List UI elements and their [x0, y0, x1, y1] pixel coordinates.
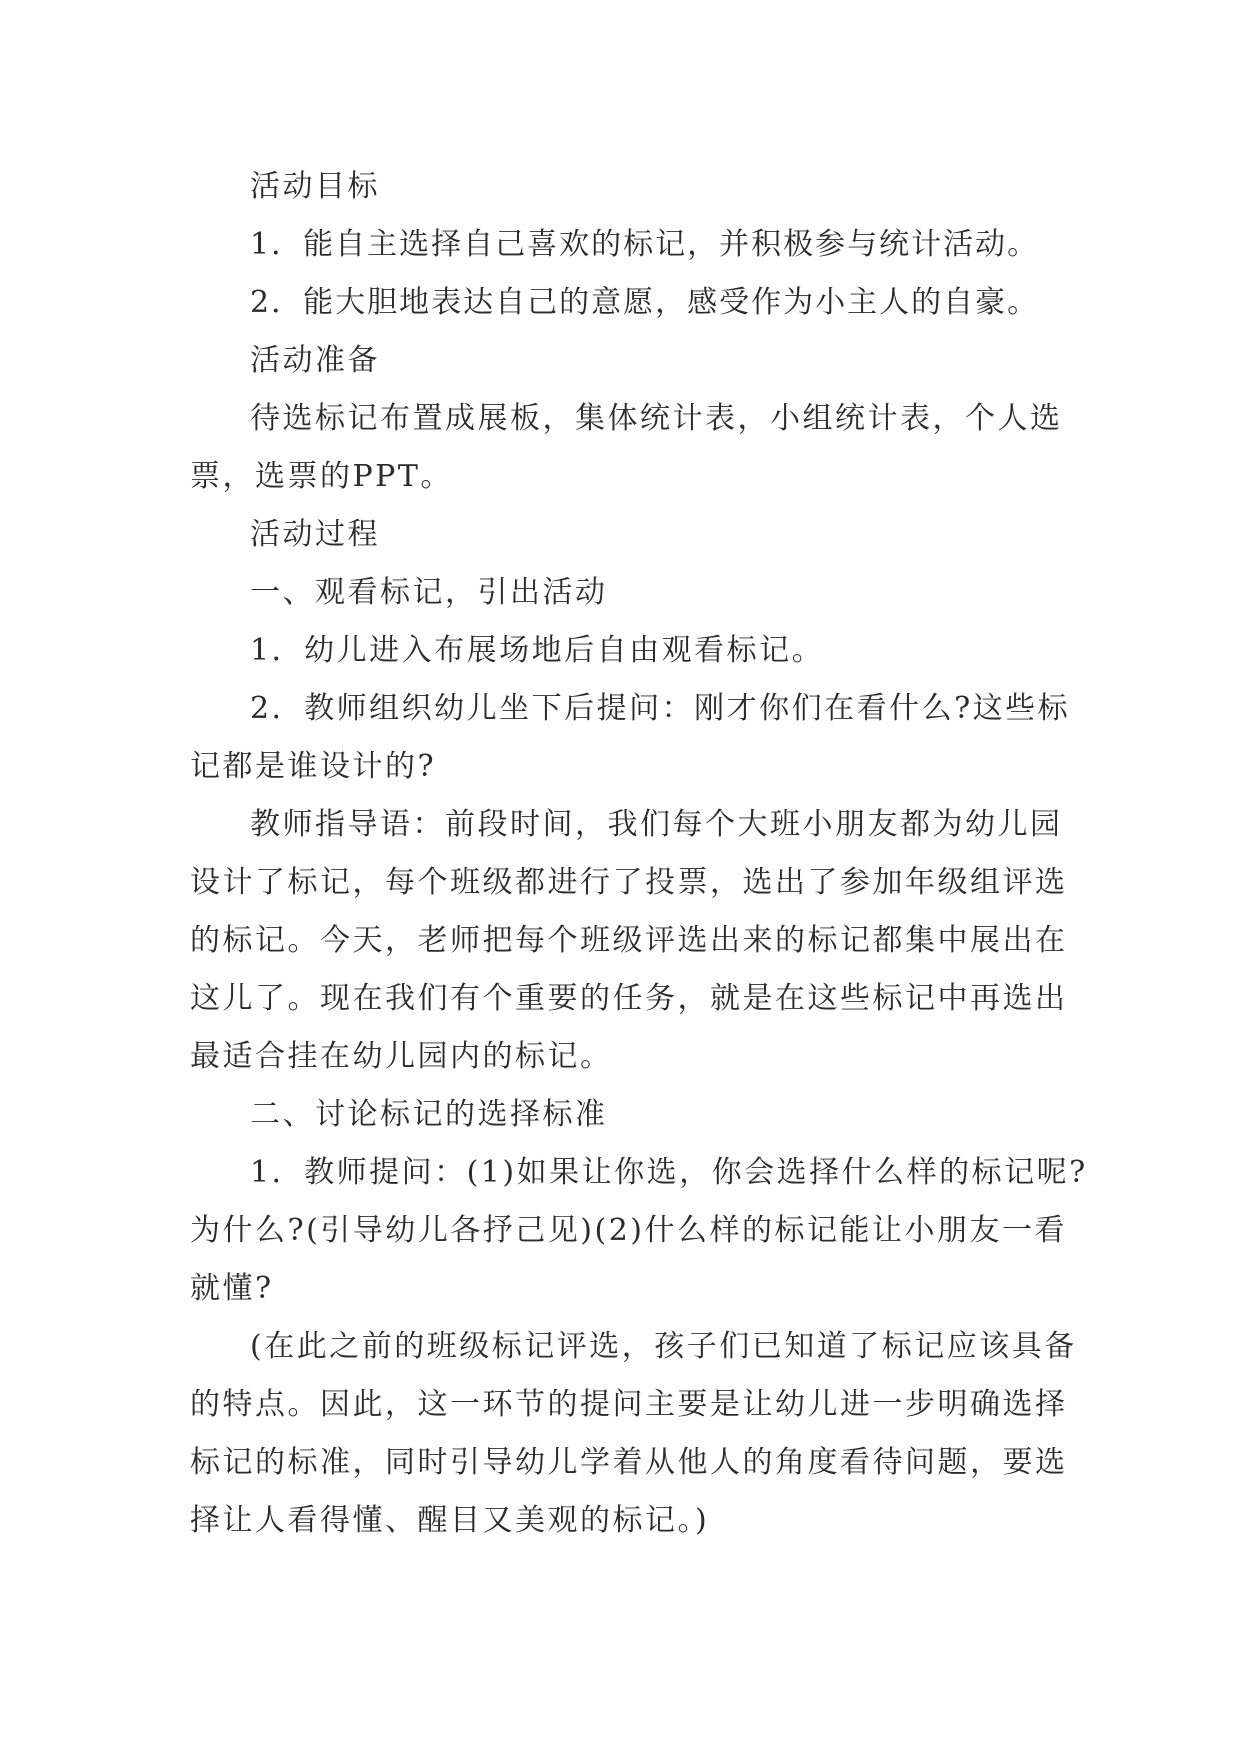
preparation-text: 待选标记布置成展板，集体统计表，小组统计表，个人选票，选票的PPT。 [190, 401, 1063, 494]
process-step-2-1: 1．教师提问：(1)如果让你选，你会选择什么样的标记呢?为什么?(引导幼儿各抒己见)(2)什么样的标记能让小朋友一看就懂? [190, 1155, 1088, 1306]
heading-activity-goals: 活动目标 [250, 169, 380, 204]
goal-item-1: 1．能自主选择自己喜欢的标记，并积极参与统计活动。 [250, 227, 1040, 262]
note-paragraph: (在此之前的班级标记评选，孩子们已知道了标记应该具备的特点。因此，这一环节的提问主要是让幼儿进一步明确选择标记的标准，同时引导幼儿学着从他人的角度看待问题，要选择让人看得懂、醒目又美观的标记。) [190, 1329, 1077, 1538]
process-step-1-2: 2．教师组织幼儿坐下后提问：刚才你们在看什么?这些标记都是谁设计的? [190, 691, 1071, 784]
document-body [190, 158, 1090, 1550]
process-step-1-1: 1．幼儿进入布展场地后自由观看标记。 [250, 633, 825, 668]
teacher-guidance-paragraph: 教师指导语：前段时间，我们每个大班小朋友都为幼儿园设计了标记，每个班级都进行了投票，选出了参加年级组评选的标记。今天，老师把每个班级评选出来的标记都集中展出在这儿了。现在我们有个重要的任务，就是在这些标记中再选出最适合挂在幼儿园内的标记。 [190, 807, 1068, 1074]
section-heading-2: 二、讨论标记的选择标准 [250, 1097, 608, 1132]
heading-activity-preparation: 活动准备 [250, 343, 380, 378]
section-heading-1: 一、观看标记，引出活动 [250, 575, 608, 610]
heading-activity-process: 活动过程 [250, 517, 380, 552]
goal-item-2: 2．能大胆地表达自己的意愿，感受作为小主人的自豪。 [250, 285, 1040, 320]
